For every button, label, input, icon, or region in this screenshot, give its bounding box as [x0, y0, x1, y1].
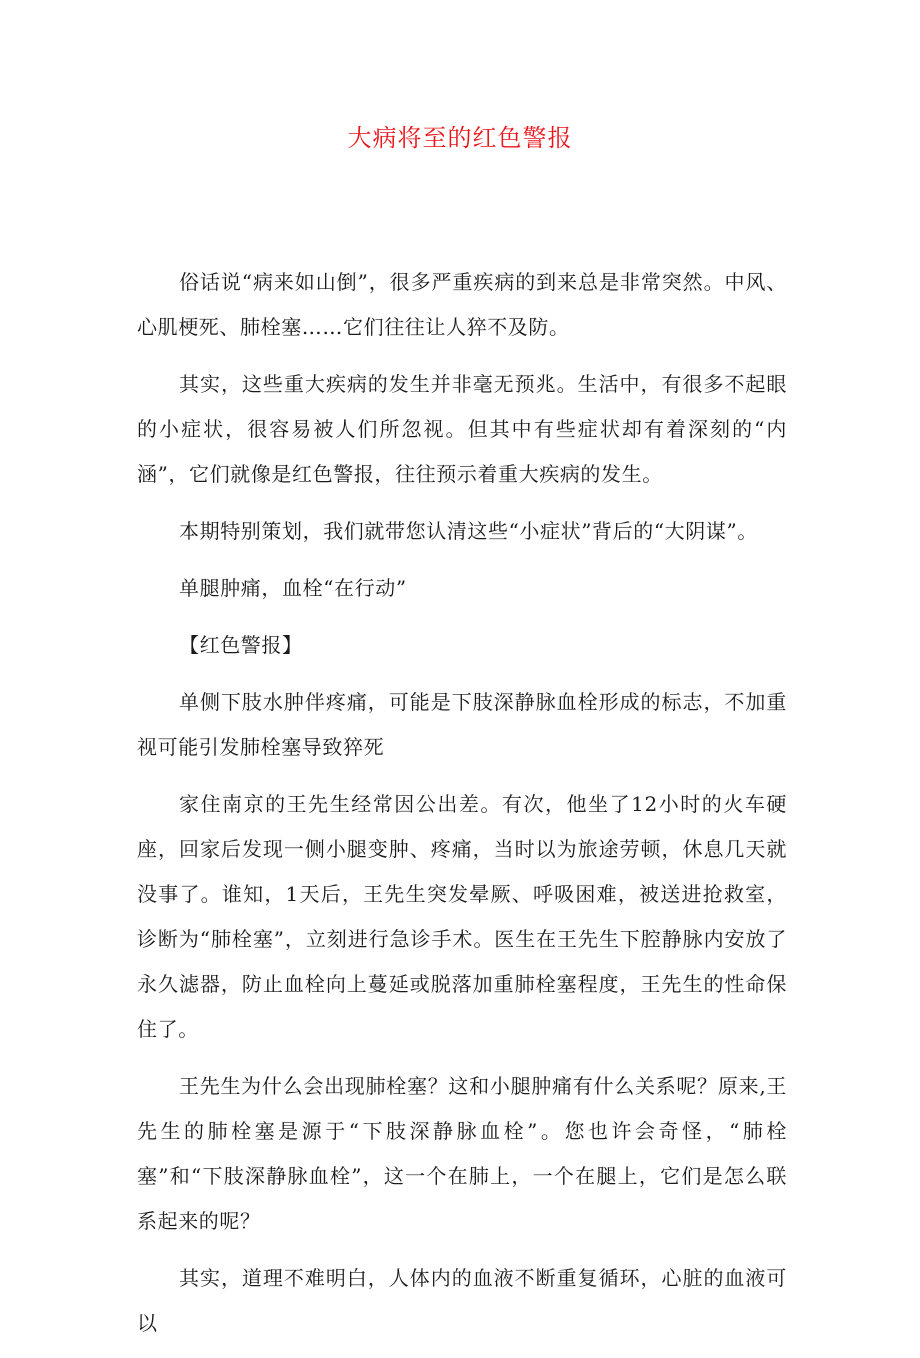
paragraph-case-question: 王先生为什么会出现肺栓塞？这和小腿肿痛有什么关系呢？原来,王先生的肺栓塞是源于“下肢深静脉血栓”。您也许会奇怪，“肺栓塞”和“下肢深静脉血栓”，这一个在肺上，一个在腿上，它们是怎么联系起来的呢？ [137, 1074, 787, 1233]
paragraph-intro: 俗话说“病来如山倒”，很多严重疾病的到来总是非常突然。中风、心肌梗死、肺栓塞……它们往往让人猝不及防。 [137, 270, 787, 339]
section-heading-leg-swelling: 单腿肿痛，血栓“在行动” [179, 576, 407, 600]
paragraph-alert-summary: 单侧下肢水肿伴疼痛，可能是下肢深静脉血栓形成的标志，不加重视可能引发肺栓塞导致猝死 [137, 690, 787, 759]
paragraph-case-story: 家住南京的王先生经常因公出差。有次，他坐了12小时的火车硬座，回家后发现一侧小腿变肿、疼痛，当时以为旅途劳顿，休息几天就没事了。谁知，1天后，王先生突发晕厥、呼吸困难，被送进抢救室，诊断为“肺栓塞”，立刻进行急诊手术。医生在王先生下腔静脉内安放了永久滤器，防止血栓向上蔓延或脱落加重肺栓塞程度，王先生的性命保住了。 [137, 792, 787, 1041]
paragraph-special-feature: 本期特别策划，我们就带您认清这些“小症状”背后的“大阴谋”。 [179, 519, 758, 543]
document-title: 大病将至的红色警报 [347, 124, 573, 152]
paragraph-warning-signs: 其实，这些重大疾病的发生并非毫无预兆。生活中，有很多不起眼的小症状，很容易被人们所忽视。但其中有些症状却有着深刻的“内涵”，它们就像是红色警报，往往预示着重大疾病的发生。 [137, 372, 787, 486]
red-alert-label: 【红色警报】 [179, 633, 303, 657]
document-body [137, 260, 787, 1358]
paragraph-explanation: 其实，道理不难明白，人体内的血液不断重复循环，心脏的血液可以 [137, 1266, 787, 1335]
